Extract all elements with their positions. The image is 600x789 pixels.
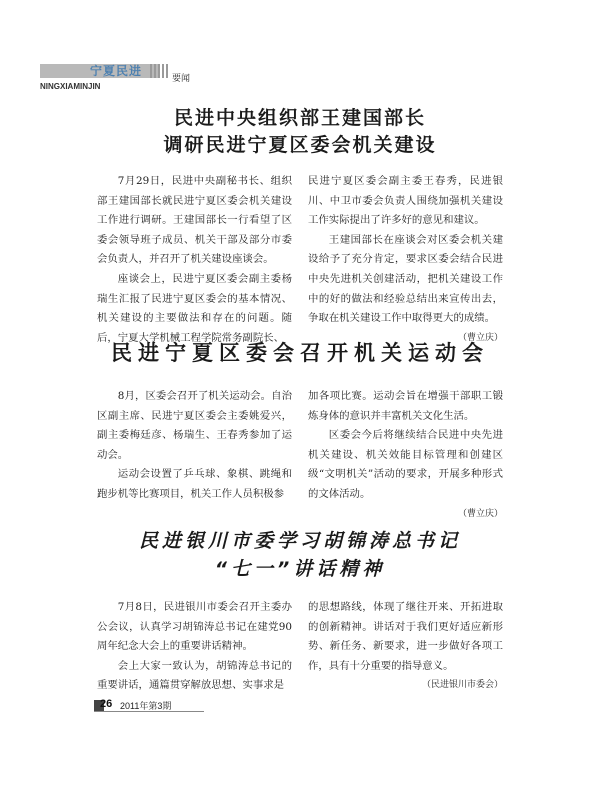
article3-title (0, 527, 600, 583)
article2-title: 民进宁夏区委会召开机关运动会 (111, 341, 489, 365)
article2-paragraph: 区委会今后将继续结合民进中央先进机关建设、机关效能目标管理和创建区级“文明机关”活动的要求，开展多种形式的文体活动。 (308, 429, 503, 500)
article1-column-left (97, 172, 292, 348)
article1-title-line2: 调研民进宁夏区委会机关建设 (163, 134, 437, 156)
article1-paragraph: 7月29日，民进中央副秘书长、组织部王建国部长就民进宁夏区委会机关建设工作进行调研。王建国部长一行看望了区委会领导班子成员、机关干部及部分市委会负责人，并召开了机关建设座谈会。 (97, 175, 292, 266)
article2-column-right (308, 387, 503, 524)
article1-paragraph: 王建国部长在座谈会对区委会机关建设给予了充分肯定，要求区委会结合民进中央先进机关创建活动，把机关建设工作中的好的做法和经验总结出来宣传出去，争取在机关建设工作中取得更大的成绩。 (308, 233, 503, 325)
page-number: 26 (100, 698, 113, 710)
article1-title-line1: 民进中央组织部王建国部长 (173, 107, 426, 129)
article2-paragraph: 运动会设置了乒乓球、象棋、跳绳和跑步机等比赛项目，机关工作人员积极参 (97, 468, 292, 500)
article3-column-left (97, 598, 292, 696)
article3-paragraph: 的思想路线，体现了继往开来、开拓进取的创新精神。讲话对于我们更好适应新形势、新任务、新要求，进一步做好各项工作，具有十分重要的指导意义。 (308, 601, 503, 672)
article1-paragraph: 座谈会上，民进宁夏区委会副主委杨瑞生汇报了民进宁夏区委会的基本情况、机关建设的主要做法和存在的问题。随后，宁夏大学机械工程学院常务副院长、 (97, 272, 292, 344)
article1-paragraph: 民进宁夏区委会副主委王春秀，民进银川、中卫市委会负责人围绕加强机关建设工作实际提出了许多好的意见和建议。 (308, 175, 503, 227)
issue-label: 2011年第3期 (120, 701, 172, 711)
article1-byline: （曹立庆） (457, 332, 503, 343)
article3-title-line1: 民进银川市委学习胡锦涛总书记 (138, 530, 461, 552)
article3-title-line2: “七一”讲话精神 (214, 558, 386, 580)
article2-paragraph: 加各项比赛。运动会旨在增强干部职工锻炼身体的意识并丰富机关文化生活。 (308, 390, 503, 422)
magazine-pinyin: NINGXIAMINJIN (40, 82, 101, 91)
article3-byline: （民进银川市委会） (421, 680, 503, 691)
article1-column-right (308, 172, 503, 348)
magazine-brand: 宁夏民进 (90, 64, 143, 78)
article2-paragraph: 8月，区委会召开了机关运动会。自治区副主席、民进宁夏区委会主委姚爱兴，副主委梅廷彦、杨瑞生、王春秀参加了运动会。 (97, 390, 292, 461)
footer-rule (94, 711, 204, 712)
section-label: 要闻 (172, 74, 191, 84)
article2-column-left (97, 387, 292, 505)
header-dots (150, 64, 170, 78)
article1-title (0, 105, 600, 159)
article3-paragraph: 7月8日，民进银川市委会召开主委办公会议，认真学习胡锦涛总书记在建党90周年纪念大会上的重要讲话精神。 (97, 601, 292, 653)
article3-column-right (308, 598, 503, 696)
article3-paragraph: 会上大家一致认为，胡锦涛总书记的重要讲话，通篇贯穿解放思想、实事求是 (97, 659, 292, 692)
article2-byline: （曹立庆） (457, 508, 503, 519)
